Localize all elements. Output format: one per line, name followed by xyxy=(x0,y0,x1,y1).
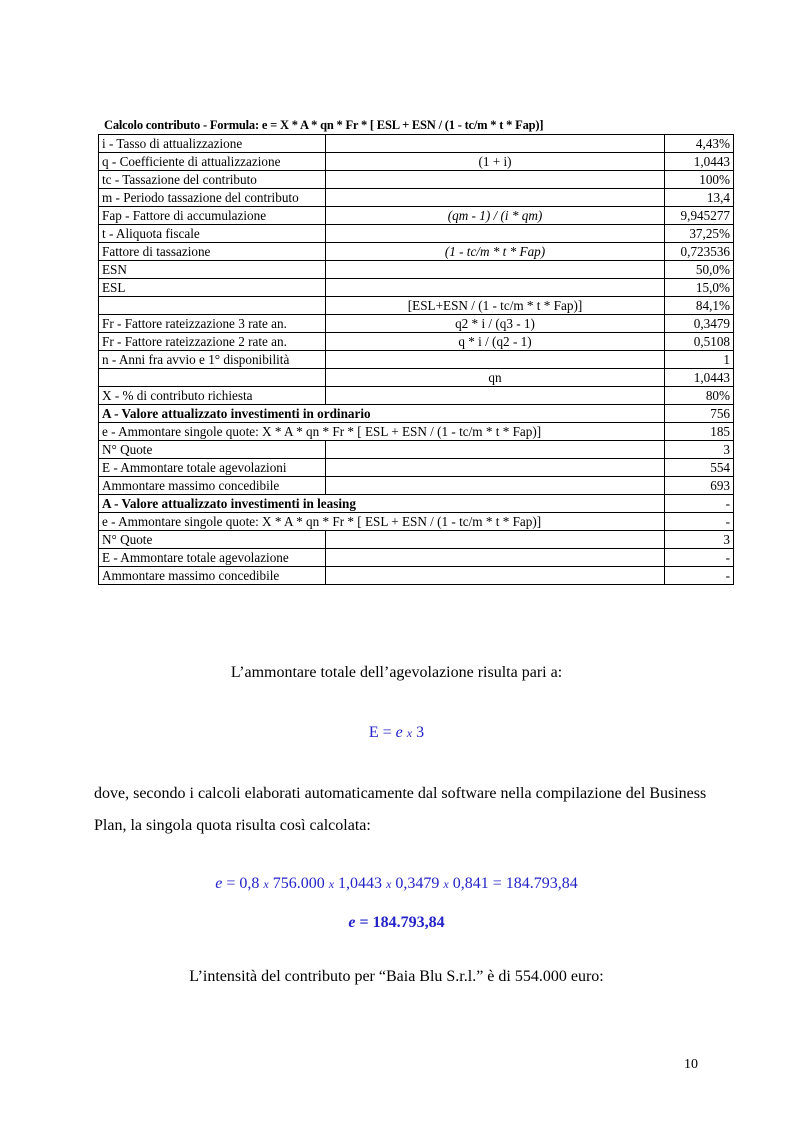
leasing-max-formula xyxy=(326,567,665,585)
row-value: 100% xyxy=(665,171,734,189)
row-value: 0,5108 xyxy=(665,333,734,351)
ordinario-header-value: 756 xyxy=(665,405,734,423)
calc-part-3: 1,0443 xyxy=(338,875,383,892)
ordinario-totale-label: E - Ammontare totale agevolazioni xyxy=(99,459,326,477)
row-formula: [ESL+ESN / (1 - tc/m * t * Fap)] xyxy=(326,297,665,315)
row-value: 1 xyxy=(665,351,734,369)
row-value: 1,0443 xyxy=(665,369,734,387)
table-row xyxy=(99,189,734,207)
table-row xyxy=(99,315,734,333)
row-value: 15,0% xyxy=(665,279,734,297)
ordinario-nquote-value: 3 xyxy=(665,441,734,459)
table-row xyxy=(99,171,734,189)
row-value: 13,4 xyxy=(665,189,734,207)
body-paragraph: dove, secondo i calcoli elaborati automaticamente dal software nella compilazione del Business Plan, la singola quota risulta così calcolata: xyxy=(94,785,707,834)
page-number: 10 xyxy=(684,1057,698,1072)
table-row xyxy=(99,135,734,153)
formula-E: E = xyxy=(368,724,392,741)
calc-times-2: x xyxy=(328,877,335,891)
row-label: ESL xyxy=(99,279,326,297)
formula-three: 3 xyxy=(416,724,425,741)
row-label xyxy=(99,369,326,387)
table-row xyxy=(99,279,734,297)
row-value: 0,3479 xyxy=(665,315,734,333)
result-line xyxy=(0,914,793,932)
row-formula xyxy=(326,279,665,297)
row-label: X - % di contributo richiesta xyxy=(99,387,326,405)
row-label: Fattore di tassazione xyxy=(99,243,326,261)
leasing-nquote-value: 3 xyxy=(665,531,734,549)
row-value: 9,945277 xyxy=(665,207,734,225)
row-value: 0,723536 xyxy=(665,243,734,261)
calc-part-2: 756.000 xyxy=(272,875,325,892)
ordinario-totale-row xyxy=(99,459,734,477)
row-formula xyxy=(326,189,665,207)
row-label: Fr - Fattore rateizzazione 2 rate an. xyxy=(99,333,326,351)
row-formula xyxy=(326,387,665,405)
row-formula xyxy=(326,261,665,279)
table-row xyxy=(99,387,734,405)
row-formula xyxy=(326,171,665,189)
row-formula: (qm - 1) / (i * qm) xyxy=(326,207,665,225)
row-formula: q * i / (q2 - 1) xyxy=(326,333,665,351)
table-title: Calcolo contributo - Formula: e = X * A * qn * Fr * [ ESL + ESN / (1 - tc/m * t * Fap)] xyxy=(104,118,544,132)
ordinario-max-formula xyxy=(326,477,665,495)
row-formula: (1 - tc/m * t * Fap) xyxy=(326,243,665,261)
ordinario-nquote-label: N° Quote xyxy=(99,441,326,459)
leasing-header-label: A - Valore attualizzato investimenti in leasing xyxy=(99,495,665,513)
row-formula: q2 * i / (q3 - 1) xyxy=(326,315,665,333)
ordinario-header-label: A - Valore attualizzato investimenti in ordinario xyxy=(99,405,665,423)
leasing-totale-label: E - Ammontare totale agevolazione xyxy=(99,549,326,567)
row-value: 84,1% xyxy=(665,297,734,315)
row-label: ESN xyxy=(99,261,326,279)
ordinario-totale-value: 554 xyxy=(665,459,734,477)
row-label: i - Tasso di attualizzazione xyxy=(99,135,326,153)
formula-times: x xyxy=(406,726,413,740)
row-label: m - Periodo tassazione del contributo xyxy=(99,189,326,207)
ordinario-max-row xyxy=(99,477,734,495)
row-value: 1,0443 xyxy=(665,153,734,171)
ordinario-nquote-row xyxy=(99,441,734,459)
result-text: e = 184.793,84 xyxy=(348,914,445,931)
row-label: Fr - Fattore rateizzazione 3 rate an. xyxy=(99,315,326,333)
row-value: 4,43% xyxy=(665,135,734,153)
row-label: t - Aliquota fiscale xyxy=(99,225,326,243)
row-value: 37,25% xyxy=(665,225,734,243)
row-formula xyxy=(326,225,665,243)
ordinario-totale-formula xyxy=(326,459,665,477)
formula-e: e xyxy=(395,724,403,741)
leasing-totale-value: - xyxy=(665,549,734,567)
table-row xyxy=(99,297,734,315)
calculation-table-body xyxy=(99,135,734,585)
calc-times-1: x xyxy=(263,877,269,891)
calc-part-4: 0,3479 xyxy=(395,875,440,892)
leasing-nquote-label: N° Quote xyxy=(99,531,326,549)
calculation-table xyxy=(98,134,734,585)
calculation-line xyxy=(0,875,793,893)
row-label: tc - Tassazione del contributo xyxy=(99,171,326,189)
row-formula: (1 + i) xyxy=(326,153,665,171)
leasing-nquote-row xyxy=(99,531,734,549)
leasing-header-value: - xyxy=(665,495,734,513)
table-row xyxy=(99,369,734,387)
leasing-totale-row xyxy=(99,549,734,567)
row-label: q - Coefficiente di attualizzazione xyxy=(99,153,326,171)
table-row xyxy=(99,243,734,261)
row-formula xyxy=(326,351,665,369)
ordinario-quote-label: e - Ammontare singole quote: X * A * qn * Fr * [ ESL + ESN / (1 - tc/m * t * Fap)] xyxy=(99,423,665,441)
ordinario-max-label: Ammontare massimo concedibile xyxy=(99,477,326,495)
row-formula xyxy=(326,135,665,153)
leasing-header-row xyxy=(99,495,734,513)
table-row xyxy=(99,153,734,171)
row-value: 80% xyxy=(665,387,734,405)
ordinario-header-row xyxy=(99,405,734,423)
leasing-max-label: Ammontare massimo concedibile xyxy=(99,567,326,585)
calc-part-5: 0,841 = 184.793,84 xyxy=(452,875,578,892)
leasing-quote-row xyxy=(99,513,734,531)
intro-paragraph: L’ammontare totale dell’agevolazione risulta pari a: xyxy=(230,664,563,681)
row-value: 50,0% xyxy=(665,261,734,279)
ordinario-quote-value: 185 xyxy=(665,423,734,441)
leasing-totale-formula xyxy=(326,549,665,567)
row-label xyxy=(99,297,326,315)
table-row xyxy=(99,351,734,369)
table-row xyxy=(99,333,734,351)
table-row xyxy=(99,207,734,225)
ordinario-quote-row xyxy=(99,423,734,441)
row-label: Fap - Fattore di accumulazione xyxy=(99,207,326,225)
formula-total xyxy=(0,724,793,742)
calc-part-1: = 0,8 xyxy=(226,875,260,892)
table-row xyxy=(99,261,734,279)
ordinario-nquote-formula xyxy=(326,441,665,459)
row-formula: qn xyxy=(326,369,665,387)
calc-times-4: x xyxy=(443,877,449,891)
conclusion-paragraph: L’intensità del contributo per “Baia Blu S.r.l.” è di 554.000 euro: xyxy=(189,968,604,985)
row-label: n - Anni fra avvio e 1° disponibilità xyxy=(99,351,326,369)
leasing-quote-label: e - Ammontare singole quote: X * A * qn * Fr * [ ESL + ESN / (1 - tc/m * t * Fap)] xyxy=(99,513,665,531)
leasing-max-row xyxy=(99,567,734,585)
ordinario-max-value: 693 xyxy=(665,477,734,495)
leasing-quote-value: - xyxy=(665,513,734,531)
leasing-max-value: - xyxy=(665,567,734,585)
leasing-nquote-formula xyxy=(326,531,665,549)
table-row xyxy=(99,225,734,243)
calc-times-3: x xyxy=(386,877,392,891)
calc-e: e xyxy=(215,875,223,892)
